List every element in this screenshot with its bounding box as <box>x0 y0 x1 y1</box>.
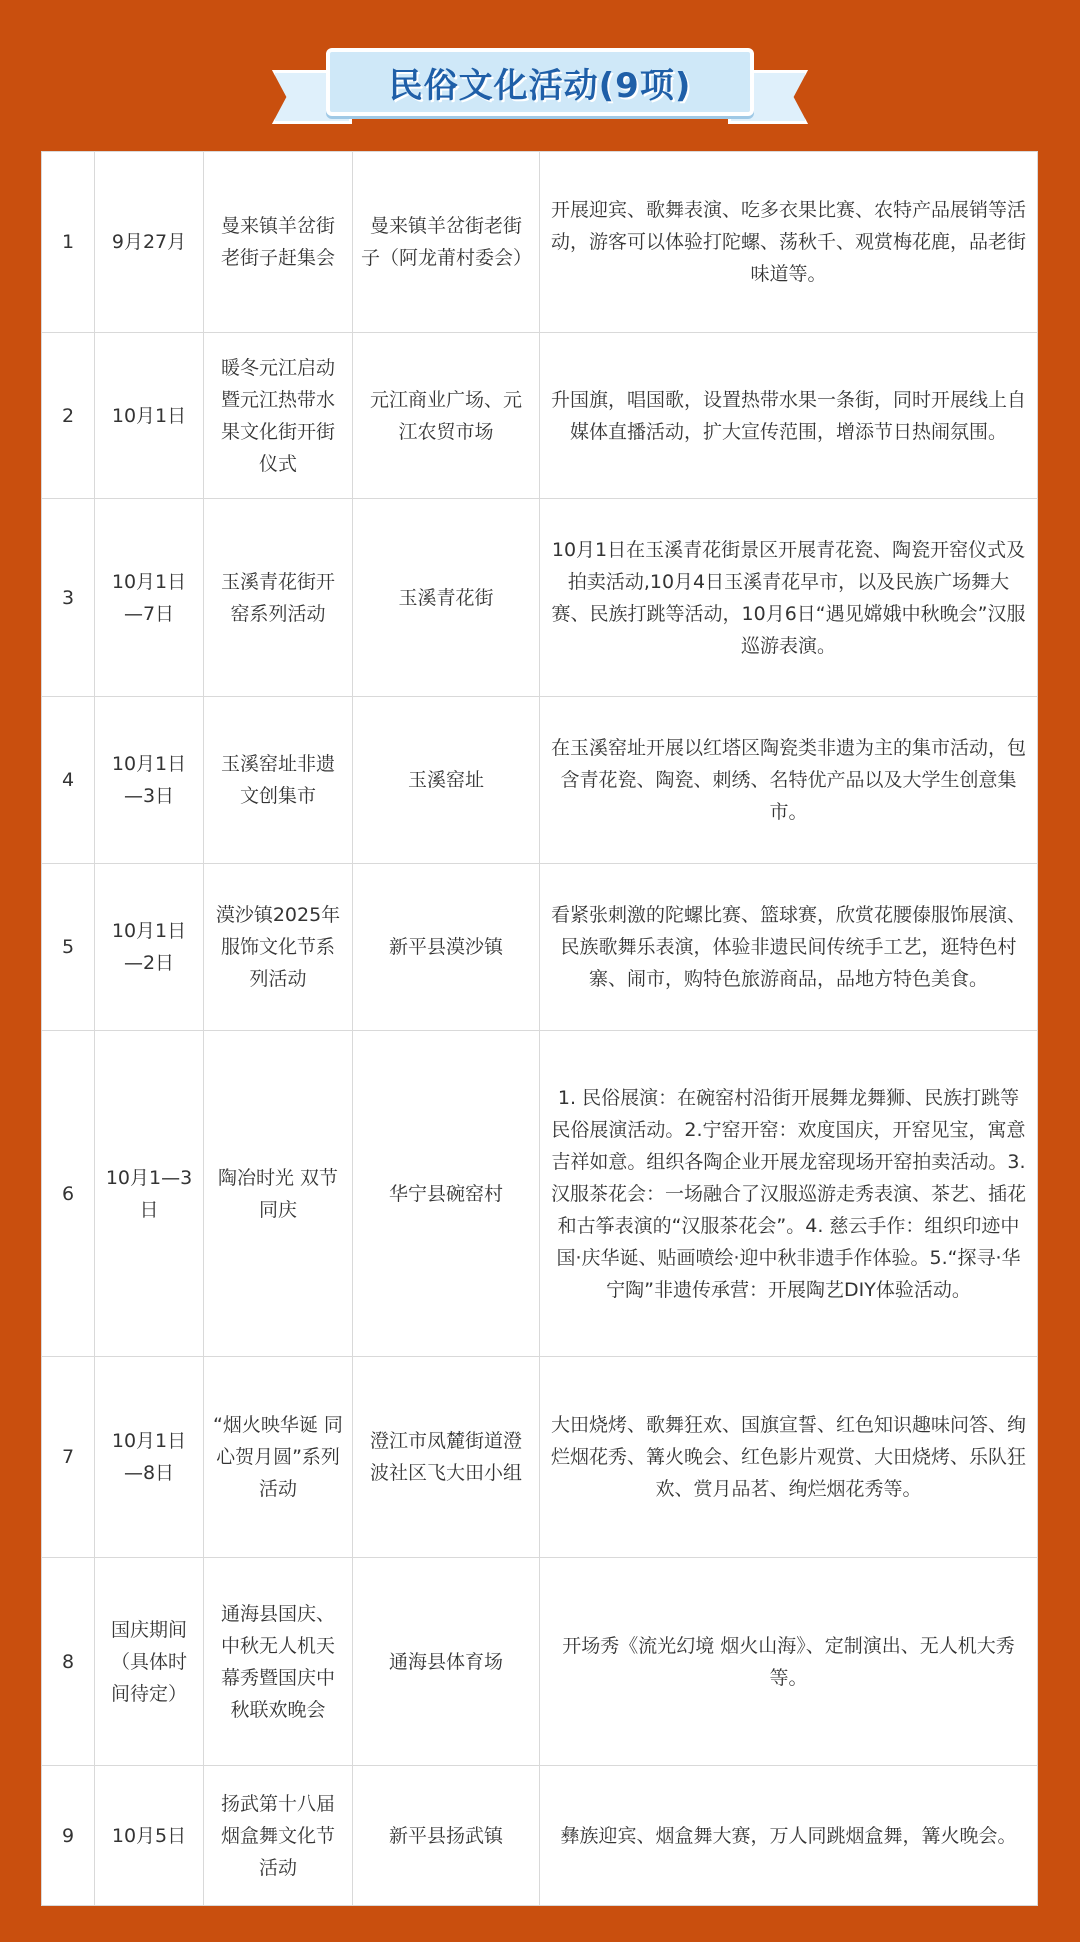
cell-date: 10月1日—2日 <box>95 864 204 1031</box>
cell-name: 扬武第十八届烟盒舞文化节活动 <box>204 1766 353 1906</box>
cell-date: 10月1—3日 <box>95 1031 204 1357</box>
cell-name: 玉溪青花街开窑系列活动 <box>204 499 353 697</box>
cell-date: 10月1日—7日 <box>95 499 204 697</box>
table-row <box>42 1357 1038 1558</box>
cell-date: 9月27月 <box>95 152 204 333</box>
cell-no: 9 <box>42 1766 95 1906</box>
cell-name: 陶冶时光 双节同庆 <box>204 1031 353 1357</box>
cell-date: 10月5日 <box>95 1766 204 1906</box>
cell-content: 升国旗，唱国歌，设置热带水果一条街，同时开展线上自媒体直播活动，扩大宣传范围，增添节日热闹氛围。 <box>540 333 1038 499</box>
table-row <box>42 1766 1038 1906</box>
cell-name: 漠沙镇2025年服饰文化节系列活动 <box>204 864 353 1031</box>
cell-location: 玉溪青花街 <box>353 499 540 697</box>
ribbon-main <box>326 48 754 116</box>
cell-location: 华宁县碗窑村 <box>353 1031 540 1357</box>
cell-location: 新平县扬武镇 <box>353 1766 540 1906</box>
cell-content: 彝族迎宾、烟盒舞大赛，万人同跳烟盒舞，篝火晚会。 <box>540 1766 1038 1906</box>
cell-name: 玉溪窑址非遗文创集市 <box>204 697 353 864</box>
cell-location: 曼来镇羊岔街老街子（阿龙莆村委会） <box>353 152 540 333</box>
cell-name: 暖冬元江启动暨元江热带水果文化街开街仪式 <box>204 333 353 499</box>
activities-table <box>41 151 1038 1906</box>
cell-content: 大田烧烤、歌舞狂欢、国旗宣誓、红色知识趣味问答、绚烂烟花秀、篝火晚会、红色影片观赏、大田烧烤、乐队狂欢、赏月品茗、绚烂烟花秀等。 <box>540 1357 1038 1558</box>
cell-no: 2 <box>42 333 95 499</box>
cell-content: 开场秀《流光幻境 烟火山海》、定制演出、无人机大秀等。 <box>540 1558 1038 1766</box>
cell-content: 在玉溪窑址开展以红塔区陶瓷类非遗为主的集市活动，包含青花瓷、陶瓷、刺绣、名特优产品以及大学生创意集市。 <box>540 697 1038 864</box>
table-row <box>42 697 1038 864</box>
cell-content: 开展迎宾、歌舞表演、吃多衣果比赛、农特产品展销等活动，游客可以体验打陀螺、荡秋千、观赏梅花鹿，品老街味道等。 <box>540 152 1038 333</box>
cell-no: 5 <box>42 864 95 1031</box>
table-row <box>42 864 1038 1031</box>
cell-name: “烟火映华诞 同心贺月圆”系列活动 <box>204 1357 353 1558</box>
cell-location: 澄江市凤麓街道澄波社区飞大田小组 <box>353 1357 540 1558</box>
cell-date: 10月1日 <box>95 333 204 499</box>
cell-no: 8 <box>42 1558 95 1766</box>
table-row <box>42 333 1038 499</box>
cell-location: 通海县体育场 <box>353 1558 540 1766</box>
table-row <box>42 152 1038 333</box>
cell-name: 曼来镇羊岔街老街子赶集会 <box>204 152 353 333</box>
cell-date: 国庆期间（具体时间待定） <box>95 1558 204 1766</box>
table-row <box>42 1558 1038 1766</box>
cell-no: 7 <box>42 1357 95 1558</box>
cell-date: 10月1日—8日 <box>95 1357 204 1558</box>
cell-date: 10月1日—3日 <box>95 697 204 864</box>
cell-content: 看紧张刺激的陀螺比赛、篮球赛，欣赏花腰傣服饰展演、民族歌舞乐表演，体验非遗民间传统手工艺，逛特色村寨、闹市，购特色旅游商品，品地方特色美食。 <box>540 864 1038 1031</box>
table-row <box>42 499 1038 697</box>
cell-content: 10月1日在玉溪青花街景区开展青花瓷、陶瓷开窑仪式及拍卖活动,10月4日玉溪青花早市，以及民族广场舞大赛、民族打跳等活动，10月6日“遇见嫦娥中秋晚会”汉服巡游表演。 <box>540 499 1038 697</box>
cell-no: 1 <box>42 152 95 333</box>
cell-location: 玉溪窑址 <box>353 697 540 864</box>
cell-content: 1. 民俗展演：在碗窑村沿街开展舞龙舞狮、民族打跳等民俗展演活动。2.宁窑开窑：欢度国庆，开窑见宝，寓意吉祥如意。组织各陶企业开展龙窑现场开窑拍卖活动。3. 汉服茶花会：一场融合了汉服巡游走秀表演、茶艺、插花和古筝表演的“汉服茶花会”。4. 慈云手作：组织印迹中国·庆华诞、贴画喷绘·迎中秋非遗手作体验。5.“探寻·华宁陶”非遗传承营：开展陶艺DIY体验活动。 <box>540 1031 1038 1357</box>
page-title: 民俗文化活动(9项) <box>388 65 692 106</box>
cell-no: 4 <box>42 697 95 864</box>
cell-location: 元江商业广场、元江农贸市场 <box>353 333 540 499</box>
cell-name: 通海县国庆、中秋无人机天幕秀暨国庆中秋联欢晚会 <box>204 1558 353 1766</box>
cell-location: 新平县漠沙镇 <box>353 864 540 1031</box>
table-row <box>42 1031 1038 1357</box>
title-banner <box>272 48 808 124</box>
cell-no: 6 <box>42 1031 95 1357</box>
cell-no: 3 <box>42 499 95 697</box>
